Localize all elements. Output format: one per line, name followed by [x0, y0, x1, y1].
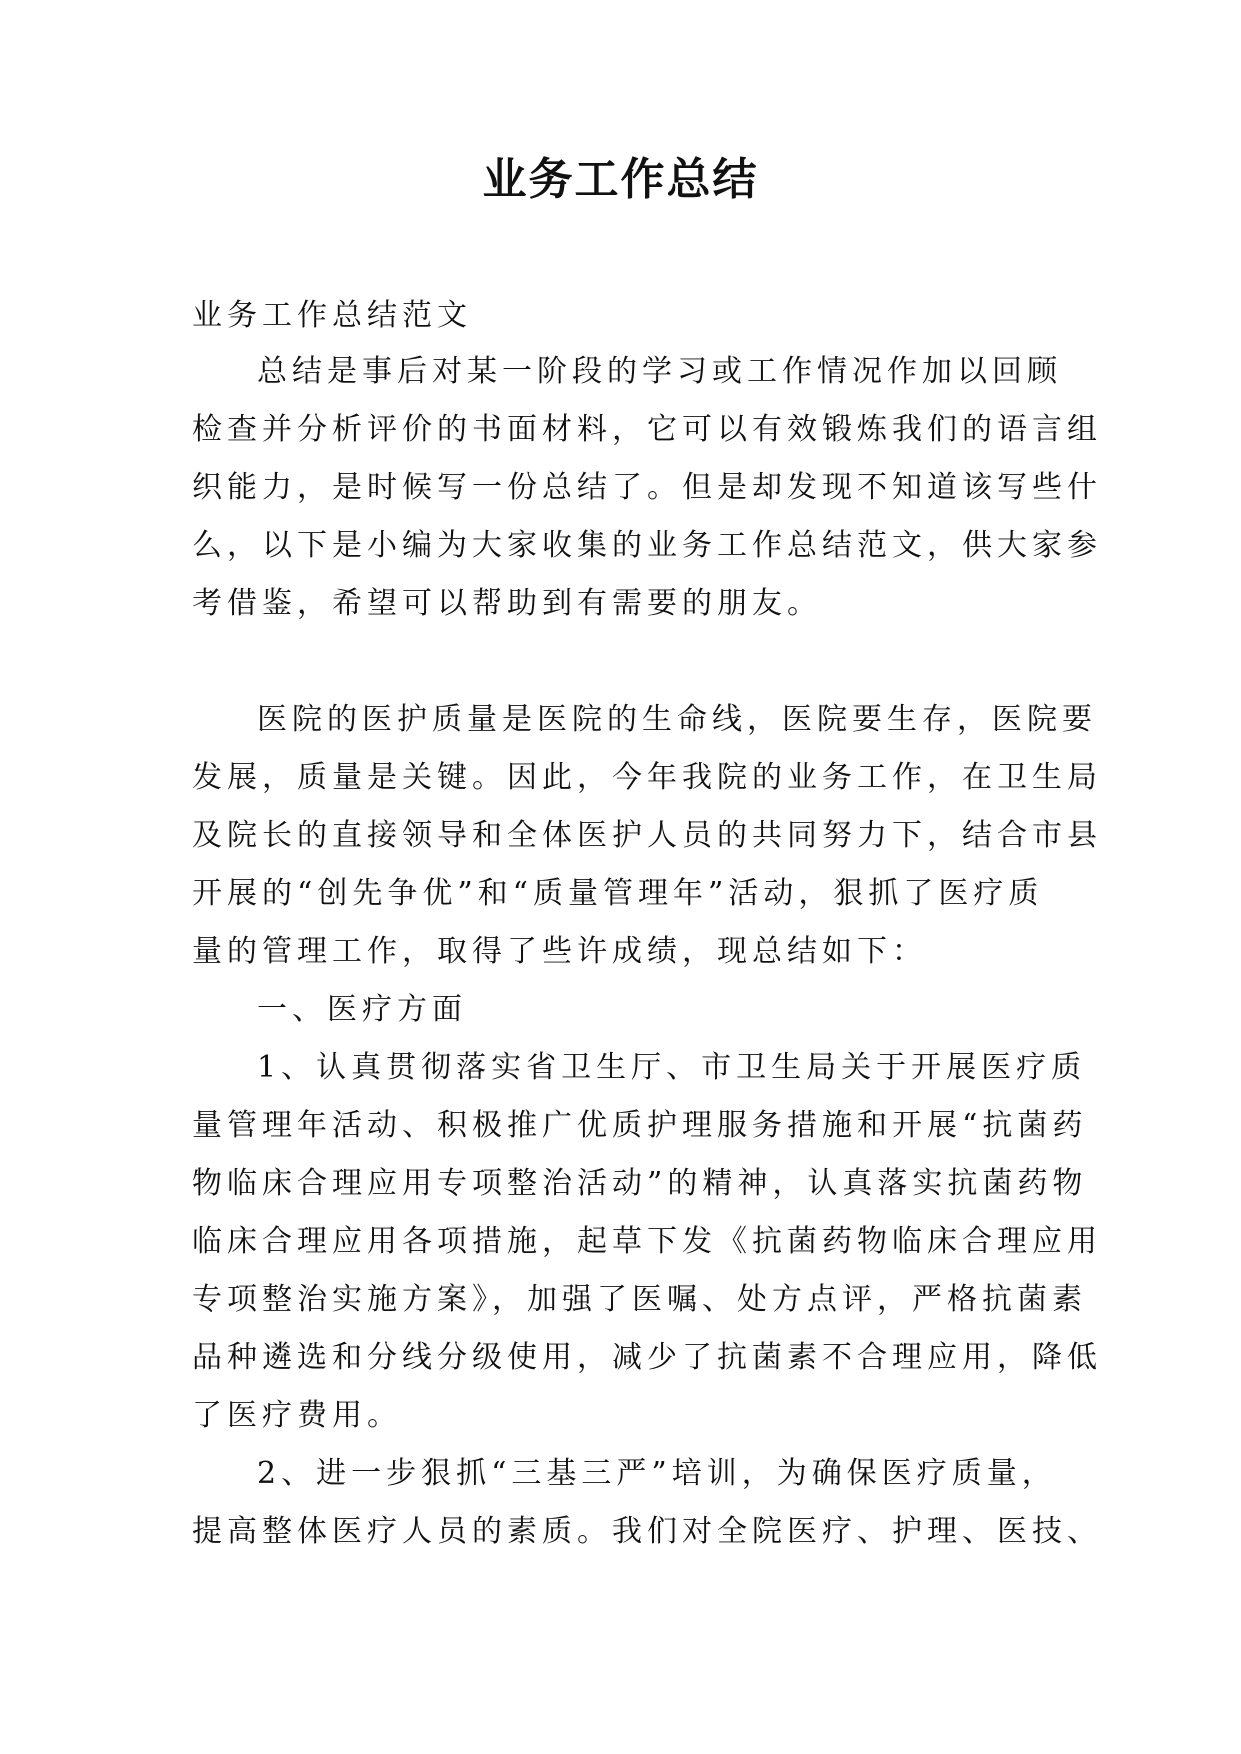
- body-paragraph-line: 量的管理工作，取得了些许成绩，现总结如下：: [192, 934, 927, 969]
- body-paragraph-line: 开展的“创先争优”和“质量管理年”活动，狠抓了医疗质: [192, 876, 1044, 911]
- intro-paragraph-line: 么，以下是小编为大家收集的业务工作总结范文，供大家参: [192, 528, 1102, 563]
- intro-paragraph-line: 检查并分析评价的书面材料，它可以有效锻炼我们的语言组: [192, 412, 1102, 447]
- item-paragraph-line: 专项整治实施方案》，加强了医嘱、处方点评，严格抗菌素: [192, 1282, 1087, 1317]
- section-heading: 一、医疗方面: [257, 992, 467, 1027]
- item-paragraph-line: 2、进一步狠抓“三基三严”培训，为确保医疗质量，: [257, 1456, 1057, 1491]
- item-paragraph-line: 了医疗费用。: [192, 1398, 402, 1433]
- item-paragraph-line: 提高整体医疗人员的素质。我们对全院医疗、护理、医技、: [192, 1514, 1102, 1549]
- body-paragraph-line: 医院的医护质量是医院的生命线，医院要生存，医院要: [257, 702, 1097, 737]
- document-title: 业务工作总结: [482, 154, 759, 205]
- body-paragraph-line: 及院长的直接领导和全体医护人员的共同努力下，结合市县: [192, 818, 1102, 853]
- intro-paragraph-line: 织能力，是时候写一份总结了。但是却发现不知道该写些什: [192, 470, 1102, 505]
- document-subtitle: 业务工作总结范文: [192, 298, 472, 333]
- intro-paragraph-line: 总结是事后对某一阶段的学习或工作情况作加以回顾: [257, 354, 1062, 389]
- item-paragraph-line: 品种遴选和分线分级使用，减少了抗菌素不合理应用，降低: [192, 1340, 1102, 1375]
- item-paragraph-line: 物临床合理应用专项整治活动”的精神，认真落实抗菌药物: [192, 1166, 1088, 1201]
- item-paragraph-line: 1、认真贯彻落实省卫生厅、市卫生局关于开展医疗质: [257, 1050, 1087, 1085]
- item-paragraph-line: 量管理年活动、积极推广优质护理服务措施和开展“抗菌药: [192, 1108, 1088, 1143]
- intro-paragraph-line: 考借鉴，希望可以帮助到有需要的朋友。: [192, 586, 822, 621]
- item-paragraph-line: 临床合理应用各项措施，起草下发《抗菌药物临床合理应用: [192, 1224, 1102, 1259]
- body-paragraph-line: 发展，质量是关键。因此，今年我院的业务工作，在卫生局: [192, 760, 1102, 795]
